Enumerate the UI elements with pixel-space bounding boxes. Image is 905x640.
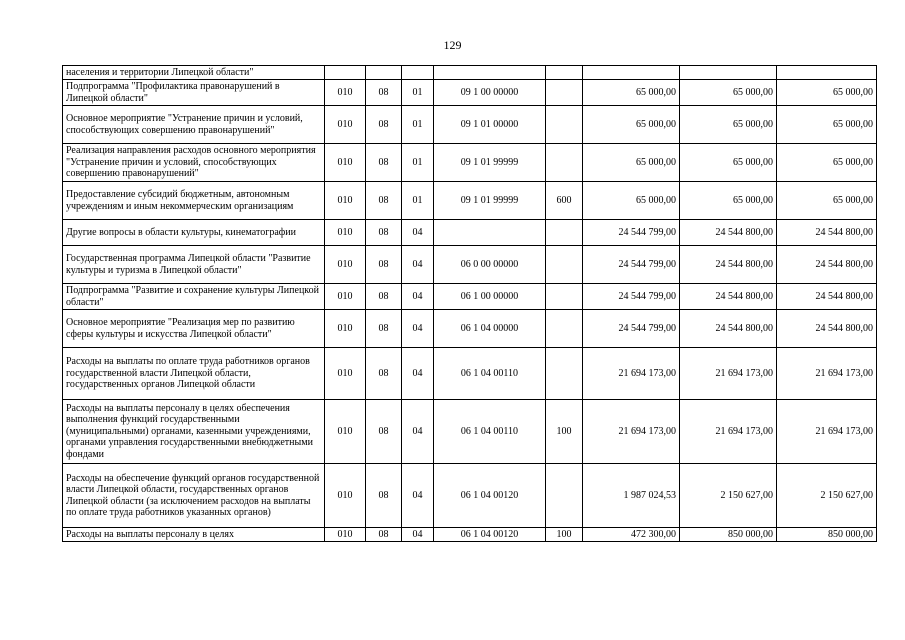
cell-expense-type	[546, 220, 583, 246]
row-name: Основное мероприятие "Реализация мер по развитию сферы культуры и искусства Липецкой области"	[63, 310, 325, 348]
cell-section: 08	[366, 400, 402, 464]
cell-section: 08	[366, 80, 402, 106]
cell-ministry: 010	[325, 400, 366, 464]
cell-subsection: 01	[402, 144, 434, 182]
cell-expense-type	[546, 348, 583, 400]
cell-amount-1: 1 987 024,53	[583, 464, 680, 528]
cell-section: 08	[366, 246, 402, 284]
budget-table	[62, 65, 877, 542]
cell-ministry: 010	[325, 464, 366, 528]
cell-amount-2: 24 544 800,00	[680, 220, 777, 246]
cell-subsection: 04	[402, 246, 434, 284]
row-name: Расходы на выплаты персоналу в целях	[63, 528, 325, 542]
table-body	[63, 66, 877, 542]
cell-target-article: 09 1 01 99999	[434, 144, 546, 182]
table-row	[63, 220, 877, 246]
cell-ministry: 010	[325, 106, 366, 144]
cell-target-article: 06 1 04 00110	[434, 348, 546, 400]
cell-ministry: 010	[325, 284, 366, 310]
cell-section: 08	[366, 220, 402, 246]
table-row	[63, 66, 877, 80]
cell-amount-1: 65 000,00	[583, 182, 680, 220]
table-row	[63, 182, 877, 220]
cell-amount-2: 21 694 173,00	[680, 348, 777, 400]
cell-amount-2: 65 000,00	[680, 106, 777, 144]
cell-amount-1: 24 544 799,00	[583, 246, 680, 284]
cell-amount-3: 21 694 173,00	[777, 400, 877, 464]
row-name: Расходы на выплаты по оплате труда работников органов государственной власти Липецкой области, государственных органов Липецкой области	[63, 348, 325, 400]
cell-expense-type: 100	[546, 400, 583, 464]
cell-amount-3: 65 000,00	[777, 80, 877, 106]
cell-target-article	[434, 220, 546, 246]
cell-expense-type	[546, 106, 583, 144]
row-name: Предоставление субсидий бюджетным, автономным учреждениям и иным некоммерческим организациям	[63, 182, 325, 220]
cell-target-article: 09 1 00 00000	[434, 80, 546, 106]
cell-target-article: 06 1 04 00120	[434, 464, 546, 528]
cell-section: 08	[366, 528, 402, 542]
cell-amount-1: 65 000,00	[583, 144, 680, 182]
cell-amount-2	[680, 66, 777, 80]
cell-amount-2: 65 000,00	[680, 182, 777, 220]
cell-amount-3: 24 544 800,00	[777, 246, 877, 284]
cell-ministry: 010	[325, 528, 366, 542]
cell-subsection: 04	[402, 284, 434, 310]
cell-amount-3: 24 544 800,00	[777, 220, 877, 246]
cell-amount-1: 21 694 173,00	[583, 400, 680, 464]
cell-subsection: 04	[402, 310, 434, 348]
cell-amount-2: 24 544 800,00	[680, 246, 777, 284]
cell-amount-1: 24 544 799,00	[583, 310, 680, 348]
cell-amount-1: 472 300,00	[583, 528, 680, 542]
cell-subsection: 01	[402, 106, 434, 144]
row-name: Подпрограмма "Профилактика правонарушений в Липецкой области"	[63, 80, 325, 106]
cell-subsection: 04	[402, 348, 434, 400]
cell-amount-2: 65 000,00	[680, 80, 777, 106]
cell-target-article: 06 1 00 00000	[434, 284, 546, 310]
cell-subsection: 01	[402, 80, 434, 106]
cell-amount-1: 65 000,00	[583, 80, 680, 106]
cell-target-article: 09 1 01 99999	[434, 182, 546, 220]
table-row	[63, 310, 877, 348]
cell-expense-type	[546, 80, 583, 106]
cell-expense-type	[546, 464, 583, 528]
cell-amount-1: 24 544 799,00	[583, 220, 680, 246]
row-name: Другие вопросы в области культуры, кинематографии	[63, 220, 325, 246]
cell-subsection: 04	[402, 220, 434, 246]
cell-section: 08	[366, 106, 402, 144]
row-name: Расходы на обеспечение функций органов государственной власти Липецкой области, государственных органов Липецкой области (за исключением расходов на выплаты по оплате труда работников указанных органов)	[63, 464, 325, 528]
cell-amount-3: 24 544 800,00	[777, 310, 877, 348]
cell-expense-type	[546, 144, 583, 182]
cell-expense-type	[546, 246, 583, 284]
cell-ministry: 010	[325, 246, 366, 284]
row-name: Государственная программа Липецкой области "Развитие культуры и туризма в Липецкой области"	[63, 246, 325, 284]
cell-target-article: 09 1 01 00000	[434, 106, 546, 144]
cell-amount-2: 850 000,00	[680, 528, 777, 542]
cell-subsection: 01	[402, 182, 434, 220]
cell-amount-3: 65 000,00	[777, 182, 877, 220]
cell-subsection: 04	[402, 400, 434, 464]
cell-amount-2: 21 694 173,00	[680, 400, 777, 464]
row-name: Основное мероприятие "Устранение причин и условий, способствующих совершению правонарушений"	[63, 106, 325, 144]
cell-section: 08	[366, 310, 402, 348]
cell-target-article: 06 1 04 00110	[434, 400, 546, 464]
cell-section: 08	[366, 284, 402, 310]
cell-expense-type	[546, 310, 583, 348]
cell-amount-3: 21 694 173,00	[777, 348, 877, 400]
table-row	[63, 400, 877, 464]
cell-subsection: 04	[402, 464, 434, 528]
cell-ministry: 010	[325, 80, 366, 106]
cell-amount-1: 21 694 173,00	[583, 348, 680, 400]
cell-amount-3: 2 150 627,00	[777, 464, 877, 528]
cell-amount-1: 24 544 799,00	[583, 284, 680, 310]
row-name: Подпрограмма "Развитие и сохранение культуры Липецкой области"	[63, 284, 325, 310]
table-row	[63, 246, 877, 284]
cell-amount-2: 2 150 627,00	[680, 464, 777, 528]
cell-section: 08	[366, 464, 402, 528]
table-row	[63, 144, 877, 182]
cell-amount-2: 24 544 800,00	[680, 310, 777, 348]
cell-amount-3: 24 544 800,00	[777, 284, 877, 310]
cell-amount-3	[777, 66, 877, 80]
cell-amount-3: 65 000,00	[777, 144, 877, 182]
cell-target-article: 06 1 04 00000	[434, 310, 546, 348]
cell-subsection	[402, 66, 434, 80]
cell-amount-3: 65 000,00	[777, 106, 877, 144]
table-row	[63, 106, 877, 144]
cell-subsection: 04	[402, 528, 434, 542]
table-row	[63, 284, 877, 310]
cell-ministry: 010	[325, 220, 366, 246]
cell-expense-type	[546, 66, 583, 80]
table-row	[63, 464, 877, 528]
row-name: Расходы на выплаты персоналу в целях обеспечения выполнения функций государственными (муниципальными) органами, казенными учреждениями, органами управления государственными внебюджетными фондами	[63, 400, 325, 464]
cell-amount-1	[583, 66, 680, 80]
cell-expense-type	[546, 284, 583, 310]
table-row	[63, 528, 877, 542]
cell-section: 08	[366, 348, 402, 400]
cell-ministry	[325, 66, 366, 80]
cell-amount-1: 65 000,00	[583, 106, 680, 144]
cell-amount-3: 850 000,00	[777, 528, 877, 542]
cell-expense-type: 600	[546, 182, 583, 220]
cell-target-article: 06 1 04 00120	[434, 528, 546, 542]
page-number: 129	[443, 38, 462, 52]
cell-section: 08	[366, 144, 402, 182]
cell-ministry: 010	[325, 348, 366, 400]
cell-ministry: 010	[325, 144, 366, 182]
table-row	[63, 80, 877, 106]
cell-ministry: 010	[325, 310, 366, 348]
cell-target-article: 06 0 00 00000	[434, 246, 546, 284]
cell-section	[366, 66, 402, 80]
cell-ministry: 010	[325, 182, 366, 220]
cell-expense-type: 100	[546, 528, 583, 542]
table-row	[63, 348, 877, 400]
row-name: населения и территории Липецкой области"	[63, 66, 325, 80]
cell-amount-2: 65 000,00	[680, 144, 777, 182]
cell-amount-2: 24 544 800,00	[680, 284, 777, 310]
cell-target-article	[434, 66, 546, 80]
cell-section: 08	[366, 182, 402, 220]
row-name: Реализация направления расходов основного мероприятия "Устранение причин и условий, способствующих совершению правонарушений"	[63, 144, 325, 182]
